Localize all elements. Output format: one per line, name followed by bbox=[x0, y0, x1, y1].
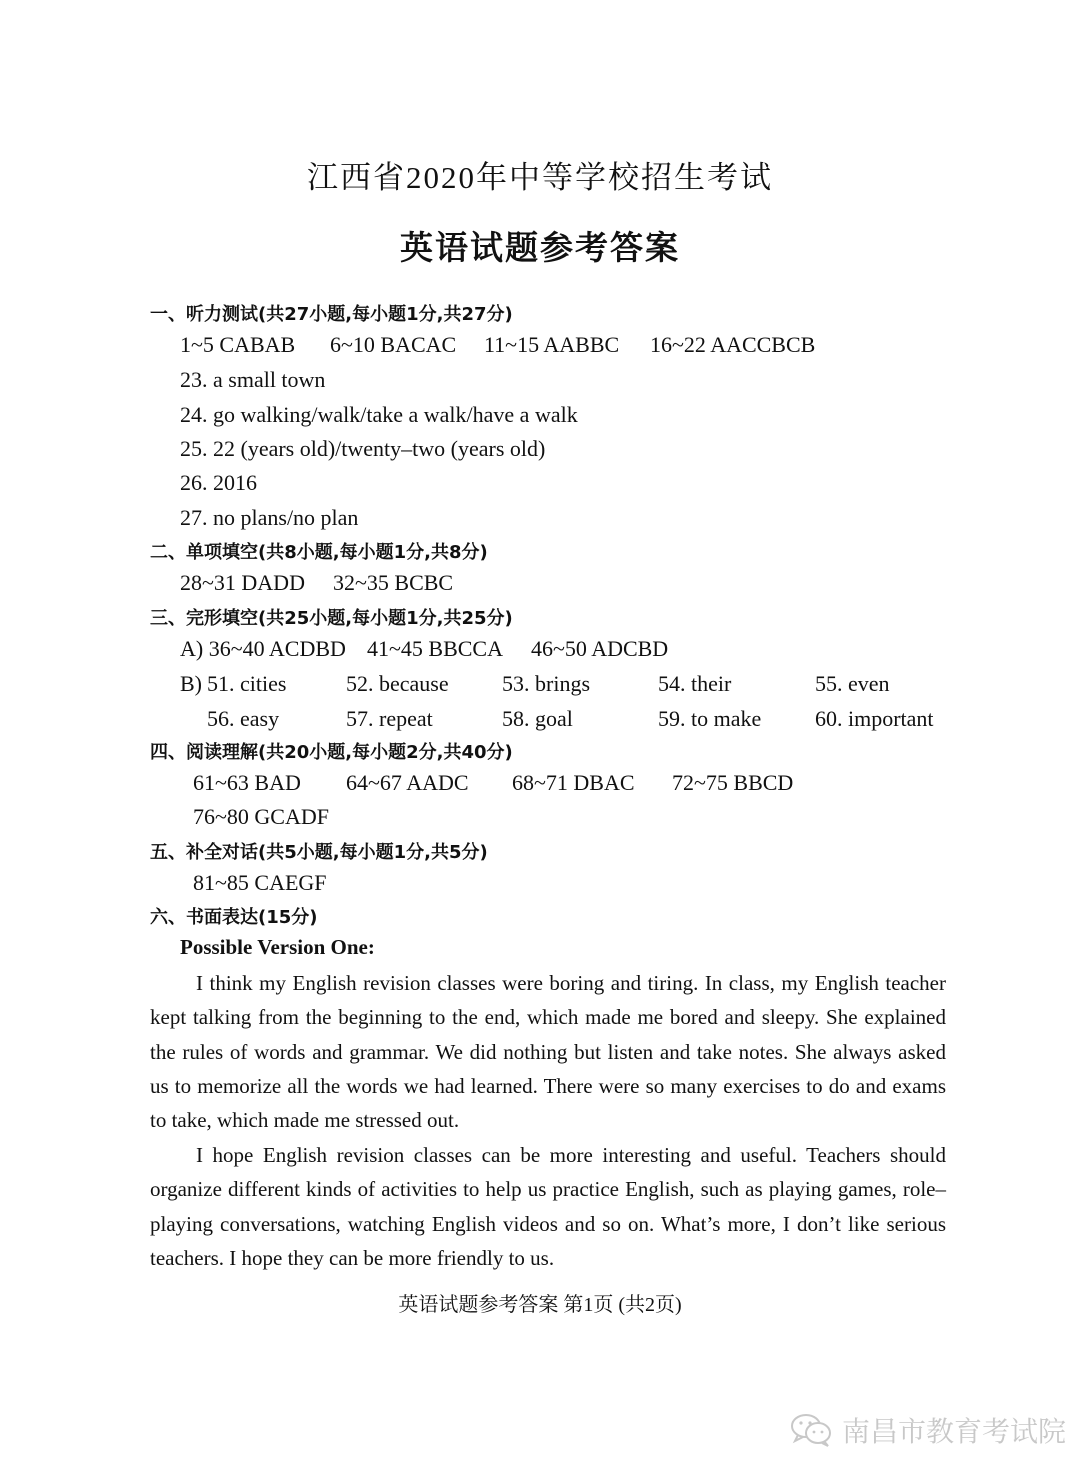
answer-group: 61~63 BAD bbox=[193, 770, 301, 795]
answer-group: 28~31 DADD bbox=[180, 570, 305, 595]
watermark-text: 南昌市教育考试院 bbox=[842, 1415, 1067, 1448]
answer-group: 68~71 DBAC bbox=[512, 770, 635, 795]
essay-paragraph: I think my English revision classes were boring and tiring. In class, my English teacher kept talking from the beginning to the end, which made me bored and sleepy. She explained the rules of words and grammar. We did nothing but listen and take notes. She always asked us to memorize all the words we had learned. There were so many exercises to do and exams to take, which made me stressed out. bbox=[150, 971, 946, 1133]
answer-item: 26. 2016 bbox=[180, 470, 257, 495]
answer-group: 76~80 GCADF bbox=[193, 804, 329, 829]
page-footer: 英语试题参考答案 第1页 (共2页) bbox=[398, 1294, 682, 1316]
answer-item: 27. no plans/no plan bbox=[180, 505, 359, 530]
answer-group: 16~22 AACCBCB bbox=[650, 332, 816, 357]
answer-group: 64~67 AADC bbox=[346, 770, 469, 795]
answer-group: 81~85 CAEGF bbox=[193, 870, 327, 895]
cloze-answer: 54. their bbox=[658, 671, 732, 696]
cloze-answer: 58. goal bbox=[502, 706, 573, 731]
answer-group: 46~50 ADCBD bbox=[531, 636, 669, 661]
answer-item: 23. a small town bbox=[180, 367, 326, 392]
document-subtitle: 英语试题参考答案 bbox=[400, 228, 680, 267]
answer-group: 6~10 BACAC bbox=[330, 332, 457, 357]
answer-group: A) 36~40 ACDBD bbox=[180, 636, 346, 661]
answer-item: 25. 22 (years old)/twenty–two (years old) bbox=[180, 436, 546, 461]
exam-title: 江西省2020年中等学校招生考试 bbox=[307, 160, 773, 195]
cloze-answer: 60. important bbox=[815, 706, 934, 731]
section-heading-writing: 六、书面表达(15分) bbox=[150, 907, 318, 928]
part-b-label: B) bbox=[180, 671, 202, 696]
cloze-answer: 56. easy bbox=[207, 706, 280, 731]
cloze-answer: 57. repeat bbox=[346, 706, 433, 731]
section-heading-single-choice: 二、单项填空(共8小题,每小题1分,共8分) bbox=[150, 542, 488, 563]
answer-group: 1~5 CABAB bbox=[180, 332, 296, 357]
cloze-answer: 52. because bbox=[346, 671, 449, 696]
cloze-answer: 51. cities bbox=[207, 671, 287, 696]
essay-paragraph: I hope English revision classes can be more interesting and useful. Teachers should organize different kinds of activities to help us practice English, such as playing games, role–playing conversations, watching English videos and so on. What’s more, I don’t like serious teachers. I hope they can be more friendly to us. bbox=[150, 1143, 946, 1270]
cloze-answer: 59. to make bbox=[658, 706, 762, 731]
answer-group: 41~45 BBCCA bbox=[367, 636, 503, 661]
version-title: Possible Version One: bbox=[180, 935, 375, 959]
section-heading-reading: 四、阅读理解(共20小题,每小题2分,共40分) bbox=[150, 742, 513, 763]
cloze-answer: 55. even bbox=[815, 671, 890, 696]
section-heading-listening: 一、听力测试(共27小题,每小题1分,共27分) bbox=[150, 304, 513, 325]
answer-group: 32~35 BCBC bbox=[333, 570, 454, 595]
answer-group: 72~75 BBCD bbox=[672, 770, 794, 795]
answer-item: 24. go walking/walk/take a walk/have a walk bbox=[180, 402, 578, 427]
section-heading-dialogue: 五、补全对话(共5小题,每小题1分,共5分) bbox=[150, 842, 488, 863]
section-heading-cloze: 三、完形填空(共25小题,每小题1分,共25分) bbox=[150, 608, 513, 629]
wechat-icon bbox=[790, 1413, 834, 1447]
cloze-answer: 53. brings bbox=[502, 671, 590, 696]
answer-group: 11~15 AABBC bbox=[484, 332, 620, 357]
watermark bbox=[790, 1410, 1066, 1450]
